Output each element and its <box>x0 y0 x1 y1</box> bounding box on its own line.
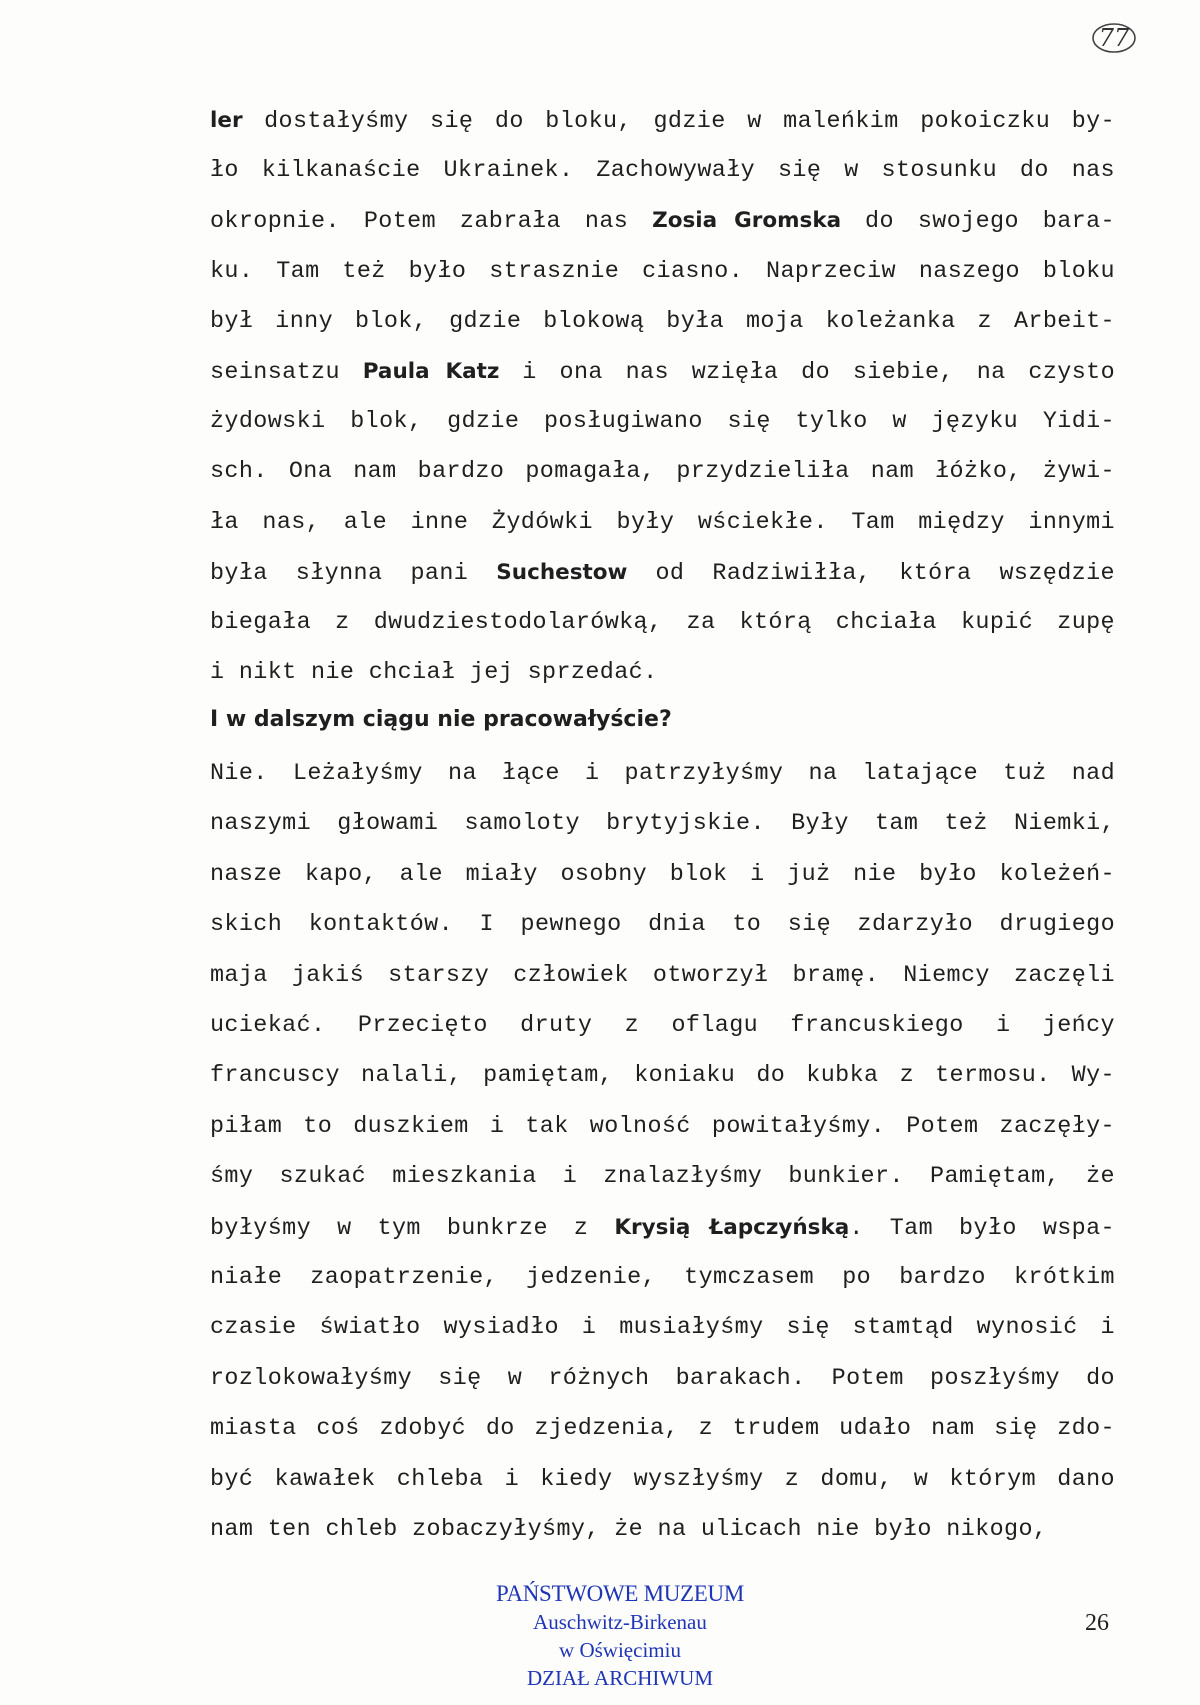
text-segment: ła nas, ale inne Żydówki były wściekłe. Tam między innymi <box>210 509 1115 536</box>
text-segment: niałe zaopatrzenie, jedzenie, tymczasem po bardzo krótkim <box>210 1265 1115 1291</box>
text-line <box>210 108 1115 135</box>
text-line <box>210 560 1115 587</box>
text-segment: okropnie. Potem zabrała nas <box>210 209 653 236</box>
text-line <box>210 158 1115 184</box>
text-line <box>210 409 1115 435</box>
text-segment: czasie światło wysiadło i musiałyśmy się stamtąd wynosić i <box>210 1315 1115 1342</box>
text-segment: dostałyśmy się do bloku, gdzie w maleńkim pokoiczku by- <box>242 109 1115 135</box>
text-segment: był inny blok, gdzie blokową była moja koleżanka z Arbeit- <box>210 308 1115 335</box>
text-line <box>210 208 1115 235</box>
text-line <box>210 510 1115 536</box>
stamp-line-1: PAŃSTWOWE MUZEUM <box>496 1581 744 1606</box>
archive-number-text: 77 <box>1098 24 1130 52</box>
bold-name: Zosia Gromska <box>652 208 842 234</box>
text-line <box>210 1265 1115 1291</box>
text-segment: nasze kapo, ale miały osobny blok i już nie było koleżeń- <box>210 861 1115 888</box>
text-segment: była słynna pani <box>210 560 497 587</box>
text-line <box>210 1063 1115 1089</box>
text-line <box>210 1366 1115 1392</box>
text-line <box>210 1215 1115 1242</box>
text-segment: seinsatzu <box>210 360 363 386</box>
text-segment: ku. Tam też było strasznie ciasno. Naprzeciw naszego bloku <box>210 258 1115 285</box>
text-segment: byłyśmy w tym bunkrze z <box>210 1215 615 1242</box>
text-line <box>210 1315 1115 1341</box>
text-segment: być kawałek chleba i kiedy wyszłyśmy z domu, w którym dano <box>210 1466 1115 1493</box>
text-segment: rozlokowałyśmy się w różnych barakach. Potem poszłyśmy do <box>210 1365 1115 1392</box>
text-segment: śmy szukać mieszkania i znalazłyśmy bunkier. Pamiętam, że <box>210 1164 1115 1191</box>
text-line <box>210 761 1115 787</box>
text-segment: maja jakiś starszy człowiek otworzył bramę. Niemcy zaczęli <box>210 962 1115 989</box>
text-segment: biegała z dwudziestodolarówką, za którą chciała kupić zupę <box>210 610 1115 636</box>
text-line <box>210 1416 1115 1442</box>
archive-stamp <box>470 1580 770 1692</box>
text-line <box>210 912 1115 938</box>
bold-name: ler <box>210 108 243 133</box>
stamp-line-3: w Oświęcimiu <box>559 1638 681 1662</box>
text-line <box>210 1114 1115 1140</box>
text-segment: sch. Ona nam bardzo pomagała, przydzieliła nam łóżko, żywi- <box>210 459 1115 486</box>
text-segment: miasta coś zdobyć do zjedzenia, z trudem udało nam się zdo- <box>210 1416 1115 1443</box>
text-line <box>210 811 1115 837</box>
text-line <box>210 1013 1115 1039</box>
stamp-line-4: DZIAŁ ARCHIWUM <box>526 1666 714 1690</box>
text-line <box>210 610 1115 636</box>
text-segment: Nie. Leżałyśmy na łące i patrzyłyśmy na latające tuż nad <box>210 761 1115 787</box>
page-number: 26 <box>1085 1610 1109 1636</box>
text-segment: żydowski blok, gdzie posługiwano się tylko w języku Yidi- <box>210 409 1115 436</box>
text-line <box>210 459 1115 485</box>
bold-name: Paula Katz <box>362 359 500 384</box>
text-line <box>210 259 1115 285</box>
text-line <box>210 359 1115 386</box>
text-line <box>210 309 1115 335</box>
text-line <box>210 963 1115 989</box>
bold-name: Suchestow <box>496 559 628 585</box>
text-segment: uciekać. Przecięto druty z oflagu francuskiego i jeńcy <box>210 1013 1115 1039</box>
text-line <box>210 1467 1115 1493</box>
text-segment: i ona nas wzięła do siebie, na czysto <box>499 360 1116 386</box>
archive-folio-number <box>1090 20 1138 56</box>
text-segment: skich kontaktów. I pewnego dnia to się zdarzyło drugiego <box>210 912 1115 939</box>
bold-name: Krysią Łapczyńską <box>614 1214 850 1240</box>
text-line <box>210 1164 1115 1190</box>
text-segment: naszymi głowami samoloty brytyjskie. Były tam też Niemki, <box>210 811 1115 838</box>
text-segment: francuscy nalali, pamiętam, koniaku do kubka z termosu. Wy- <box>210 1063 1115 1090</box>
interview-question: I w dalszym ciągu nie pracowałyście? <box>210 707 672 732</box>
text-segment: do swojego bara- <box>841 209 1115 236</box>
text-segment: i nikt nie chciał jej sprzedać. <box>210 660 658 687</box>
text-segment: nam ten chleb zobaczyłyśmy, że na ulicach nie było nikogo, <box>210 1517 1048 1543</box>
text-line <box>210 660 1115 686</box>
text-segment: ło kilkanaście Ukrainek. Zachowywały się w stosunku do nas <box>210 158 1115 185</box>
text-segment: piłam to duszkiem i tak wolność powitałyśmy. Potem zaczęły- <box>210 1113 1115 1140</box>
stamp-line-2: Auschwitz-Birkenau <box>533 1610 707 1634</box>
text-segment: od Radziwiłła, która wszędzie <box>627 560 1115 587</box>
text-segment: . Tam było wspa- <box>849 1215 1115 1242</box>
text-line <box>210 1517 1115 1543</box>
text-line <box>210 862 1115 888</box>
